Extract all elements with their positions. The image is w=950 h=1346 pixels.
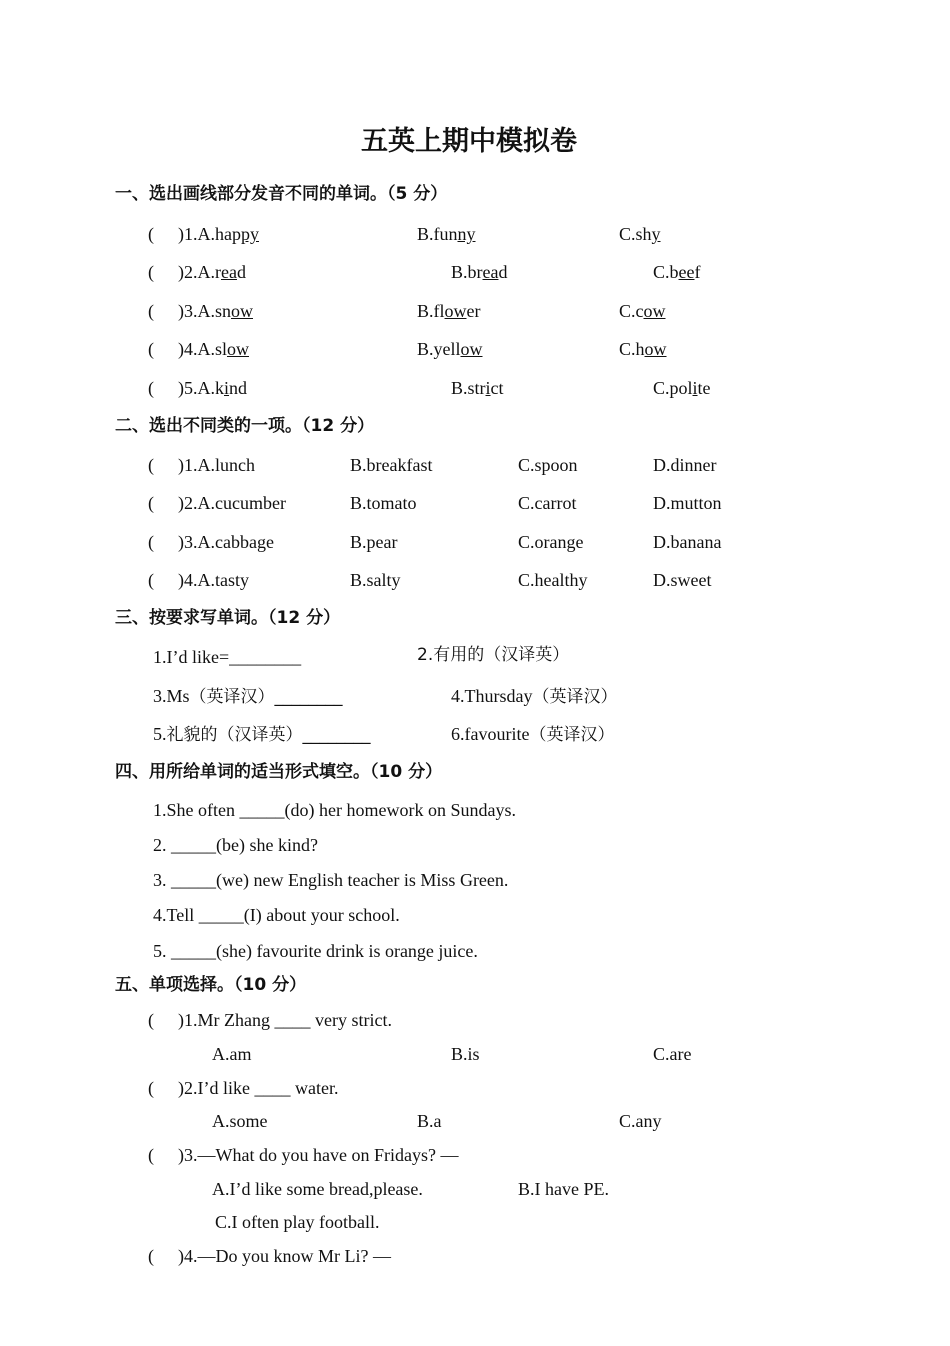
option-b: B.funny — [417, 224, 476, 244]
option-d: D.mutton — [653, 493, 722, 513]
answer-paren: ( — [148, 493, 154, 513]
q5-1-option-c: C.are — [653, 1044, 692, 1064]
option-a: )1.A.happy — [178, 224, 259, 244]
option-c: C.orange — [518, 532, 584, 552]
q3-item-6: 6.favourite（英译汉） — [451, 724, 615, 745]
q3-item-4: 4.Thursday（英译汉） — [451, 686, 618, 707]
option-a: )3.A.snow — [178, 301, 253, 321]
option-d: D.dinner — [653, 455, 717, 475]
option-b: B.strict — [451, 378, 504, 398]
q4-item-2: 2. _____(be) she kind? — [153, 835, 318, 855]
q5-1-option-a: A.am — [212, 1044, 252, 1064]
section-5-heading: 五、单项选择。（10 分） — [115, 975, 307, 995]
q5-3-option-a: A.I’d like some bread,please. — [212, 1179, 423, 1199]
option-c: C.beef — [653, 262, 701, 282]
option-c: C.shy — [619, 224, 661, 244]
q5-question-3: )3.—What do you have on Fridays? — — [178, 1145, 459, 1165]
answer-paren: ( — [148, 378, 154, 398]
option-b: B.breakfast — [350, 455, 433, 475]
q5-3-option-b: B.I have PE. — [518, 1179, 609, 1199]
q4-item-1: 1.She often _____(do) her homework on Sundays. — [153, 800, 516, 820]
q5-question-1: )1.Mr Zhang ____ very strict. — [178, 1010, 392, 1030]
option-a: )1.A.lunch — [178, 455, 255, 475]
option-b: B.yellow — [417, 339, 483, 359]
section-1-heading: 一、选出画线部分发音不同的单词。（5 分） — [115, 184, 448, 204]
q3-item-3: 3.Ms（英译汉）________ — [153, 686, 343, 707]
option-a: )4.A.slow — [178, 339, 249, 359]
option-a: )3.A.cabbage — [178, 532, 274, 552]
option-c: C.spoon — [518, 455, 578, 475]
option-a: )2.A.cucumber — [178, 493, 286, 513]
q3-item-1: 1.I’d like=________ — [153, 647, 302, 667]
q5-2-option-c: C.any — [619, 1111, 662, 1131]
option-b: B.pear — [350, 532, 398, 552]
q3-item-2: 2.有用的（汉译英） — [417, 645, 570, 665]
page-title: 五英上期中模拟卷 — [361, 126, 577, 157]
option-c: C.carrot — [518, 493, 577, 513]
q5-question-2: )2.I’d like ____ water. — [178, 1078, 339, 1098]
answer-paren: ( — [148, 455, 154, 475]
section-2-heading: 二、选出不同类的一项。（12 分） — [115, 416, 375, 436]
option-b: B.salty — [350, 570, 401, 590]
q4-item-3: 3. _____(we) new English teacher is Miss Green. — [153, 870, 509, 890]
option-a: )4.A.tasty — [178, 570, 249, 590]
option-b: B.tomato — [350, 493, 417, 513]
option-b: B.flower — [417, 301, 481, 321]
q3-item-5: 5.礼貌的（汉译英）________ — [153, 724, 371, 745]
answer-paren: ( — [148, 224, 154, 244]
option-b: B.bread — [451, 262, 508, 282]
section-4-heading: 四、用所给单词的适当形式填空。（10 分） — [115, 762, 443, 782]
answer-paren: ( — [148, 532, 154, 552]
option-d: D.banana — [653, 532, 722, 552]
answer-paren: ( — [148, 339, 154, 359]
answer-paren: ( — [148, 301, 154, 321]
q5-2-option-a: A.some — [212, 1111, 268, 1131]
answer-paren: ( — [148, 1145, 154, 1165]
option-a: )5.A.kind — [178, 378, 248, 398]
option-a: )2.A.read — [178, 262, 246, 282]
option-c: C.cow — [619, 301, 666, 321]
answer-paren: ( — [148, 1078, 154, 1098]
section-3-heading: 三、按要求写单词。（12 分） — [115, 608, 341, 628]
q5-question-4: )4.—Do you know Mr Li? — — [178, 1246, 391, 1266]
q5-3-option-c: C.I often play football. — [215, 1212, 380, 1232]
answer-paren: ( — [148, 570, 154, 590]
option-d: D.sweet — [653, 570, 712, 590]
q4-item-5: 5. _____(she) favourite drink is orange juice. — [153, 941, 478, 961]
q5-1-option-b: B.is — [451, 1044, 480, 1064]
q4-item-4: 4.Tell _____(I) about your school. — [153, 905, 400, 925]
q5-2-option-b: B.a — [417, 1111, 442, 1131]
option-c: C.how — [619, 339, 667, 359]
answer-paren: ( — [148, 262, 154, 282]
option-c: C.polite — [653, 378, 711, 398]
answer-paren: ( — [148, 1246, 154, 1266]
option-c: C.healthy — [518, 570, 588, 590]
answer-paren: ( — [148, 1010, 154, 1030]
